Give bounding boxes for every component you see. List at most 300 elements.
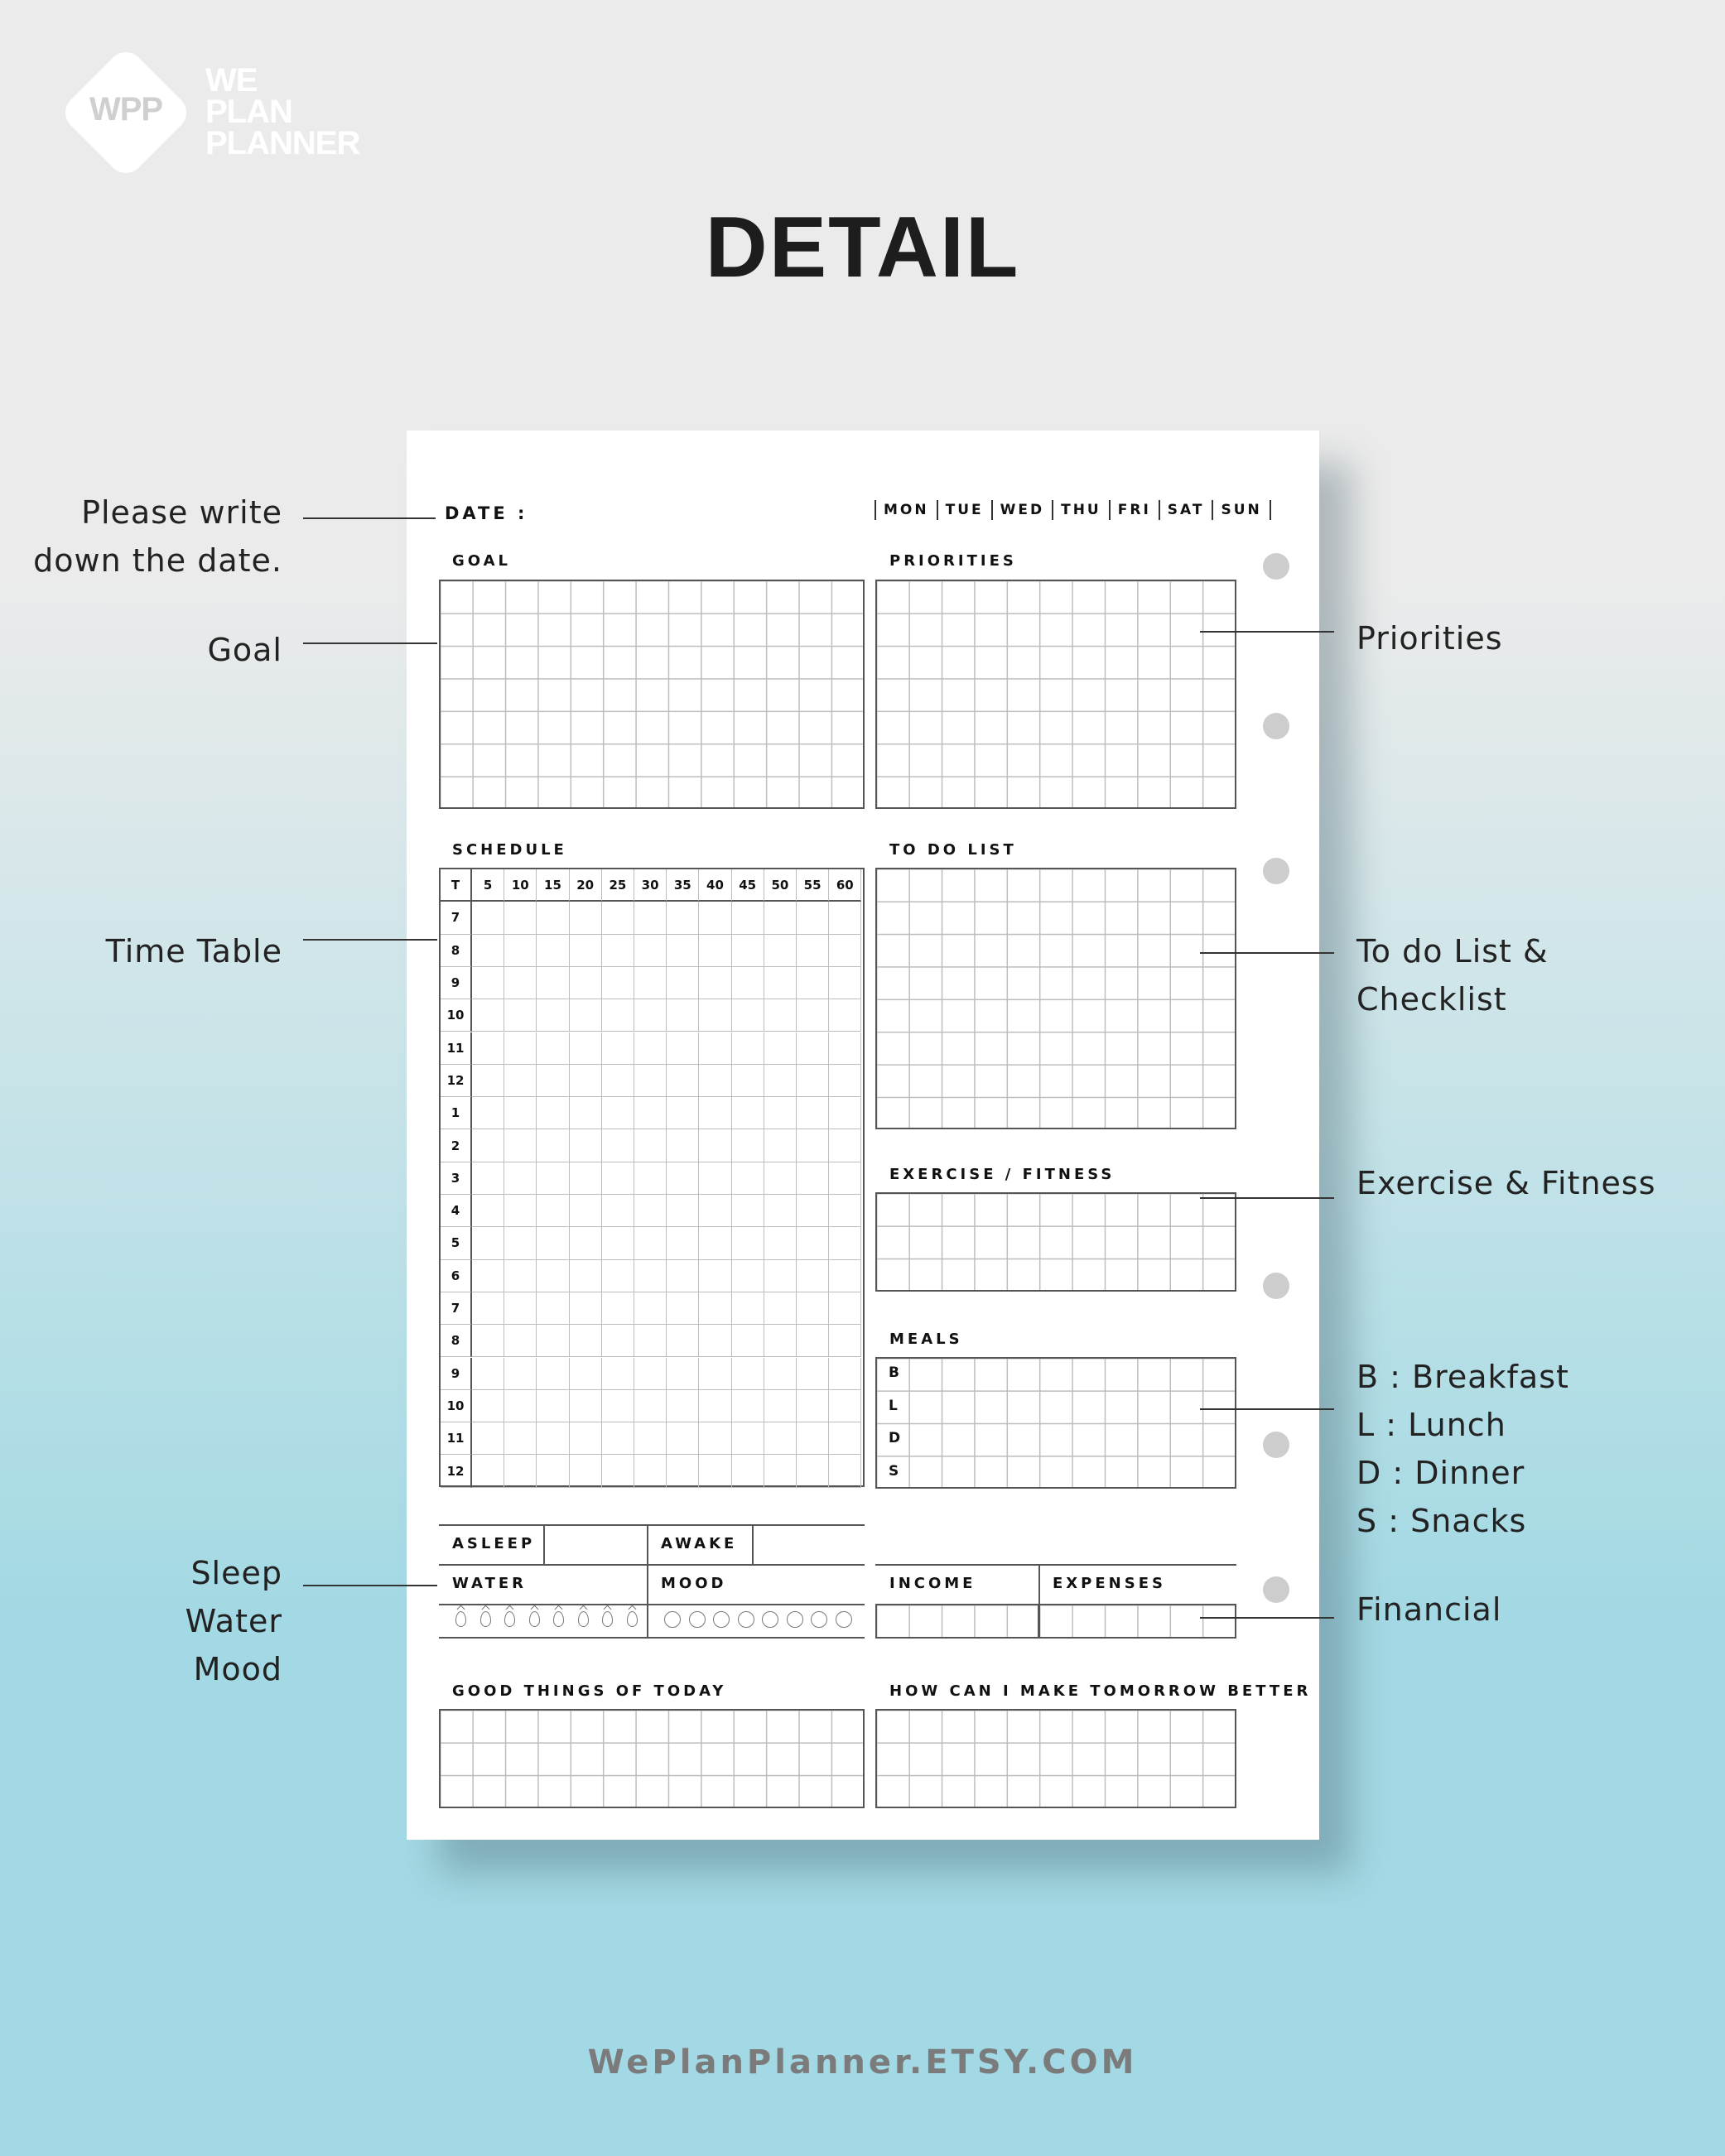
day-wed[interactable]: WED: [991, 500, 1052, 520]
schedule-slot[interactable]: [570, 1065, 602, 1097]
schedule-hour-label: 11: [441, 1422, 472, 1455]
schedule-slot[interactable]: [634, 1260, 667, 1292]
schedule-slot[interactable]: [472, 1455, 504, 1487]
schedule-slot[interactable]: [699, 1358, 731, 1390]
schedule-slot[interactable]: [602, 1097, 634, 1129]
schedule-slot[interactable]: [699, 902, 731, 934]
schedule-hour-label: 9: [441, 1358, 472, 1390]
schedule-slot[interactable]: [797, 1227, 829, 1259]
schedule-slot[interactable]: [797, 1390, 829, 1422]
day-sat[interactable]: SAT: [1159, 500, 1212, 520]
annotation-line: To do List &: [1356, 933, 1549, 970]
schedule-slot[interactable]: [634, 1292, 667, 1325]
meal-snacks-letter: S: [889, 1463, 899, 1480]
schedule-slot[interactable]: [537, 1455, 569, 1487]
schedule-slot[interactable]: [829, 1260, 861, 1292]
schedule-slot[interactable]: [829, 1325, 861, 1357]
schedule-slot[interactable]: [602, 1065, 634, 1097]
schedule-slot[interactable]: [537, 1325, 569, 1357]
mood-circle-icon[interactable]: [836, 1611, 852, 1628]
pointer-line: [1200, 1617, 1334, 1619]
schedule-slot[interactable]: [764, 1292, 797, 1325]
schedule-slot[interactable]: [472, 1195, 504, 1227]
schedule-slot[interactable]: [667, 967, 699, 999]
priorities-grid[interactable]: [875, 580, 1236, 809]
schedule-slot[interactable]: [829, 1227, 861, 1259]
schedule-slot[interactable]: [732, 1325, 764, 1357]
schedule-slot[interactable]: [699, 1455, 731, 1487]
schedule-slot[interactable]: [699, 999, 731, 1032]
schedule-slot[interactable]: [732, 999, 764, 1032]
schedule-slot[interactable]: [634, 1195, 667, 1227]
schedule-slot[interactable]: [699, 1129, 731, 1162]
schedule-slot[interactable]: [797, 1260, 829, 1292]
day-thu[interactable]: THU: [1052, 500, 1109, 520]
schedule-slot[interactable]: [472, 1227, 504, 1259]
schedule-slot[interactable]: [570, 1390, 602, 1422]
schedule-slot[interactable]: [504, 1292, 537, 1325]
pointer-line: [1200, 631, 1334, 633]
schedule-slot[interactable]: [504, 967, 537, 999]
schedule-slot[interactable]: [667, 999, 699, 1032]
divider: [543, 1524, 545, 1564]
schedule-slot[interactable]: [472, 967, 504, 999]
schedule-slot[interactable]: [472, 1032, 504, 1065]
schedule-slot[interactable]: [602, 999, 634, 1032]
schedule-slot[interactable]: [732, 1129, 764, 1162]
schedule-slot[interactable]: [570, 1358, 602, 1390]
schedule-slot[interactable]: [504, 1065, 537, 1097]
schedule-slot[interactable]: [602, 1325, 634, 1357]
schedule-slot[interactable]: [829, 999, 861, 1032]
good-things-grid[interactable]: [439, 1709, 865, 1808]
annotation-timetable: Time Table: [105, 933, 282, 970]
schedule-slot[interactable]: [699, 935, 731, 967]
water-drop-icon[interactable]: [455, 1611, 466, 1627]
schedule-slot[interactable]: [764, 1032, 797, 1065]
schedule-slot[interactable]: [667, 1390, 699, 1422]
schedule-slot[interactable]: [667, 1129, 699, 1162]
schedule-slot[interactable]: [504, 1325, 537, 1357]
annotation-exercise: Exercise & Fitness: [1356, 1165, 1656, 1201]
schedule-slot[interactable]: [504, 1195, 537, 1227]
schedule-slot[interactable]: [537, 1260, 569, 1292]
schedule-slot[interactable]: [504, 1097, 537, 1129]
schedule-hour-label: 3: [441, 1162, 472, 1195]
mood-circle-icon[interactable]: [713, 1611, 730, 1628]
schedule-slot[interactable]: [699, 1390, 731, 1422]
schedule-hour-label: 5: [441, 1227, 472, 1259]
schedule-minute-header: 50: [764, 869, 797, 902]
schedule-slot[interactable]: [732, 1227, 764, 1259]
schedule-slot[interactable]: [634, 935, 667, 967]
schedule-slot[interactable]: [699, 1292, 731, 1325]
schedule-slot[interactable]: [797, 1065, 829, 1097]
schedule-slot[interactable]: [699, 1325, 731, 1357]
schedule-slot[interactable]: [537, 1390, 569, 1422]
asleep-label: ASLEEP: [452, 1535, 536, 1552]
meals-grid[interactable]: [875, 1357, 1236, 1489]
water-label: WATER: [452, 1575, 528, 1592]
schedule-slot[interactable]: [797, 935, 829, 967]
water-drop-icon[interactable]: [504, 1611, 515, 1627]
schedule-minute-header: 45: [732, 869, 764, 902]
schedule-slot[interactable]: [699, 1097, 731, 1129]
schedule-slot[interactable]: [829, 1358, 861, 1390]
schedule-hour-label: 11: [441, 1032, 472, 1065]
schedule-slot[interactable]: [667, 1195, 699, 1227]
schedule-slot[interactable]: [537, 1097, 569, 1129]
goal-label: GOAL: [452, 552, 511, 570]
schedule-slot[interactable]: [829, 1097, 861, 1129]
schedule-slot[interactable]: [634, 1325, 667, 1357]
schedule-slot[interactable]: [797, 999, 829, 1032]
schedule-slot[interactable]: [732, 935, 764, 967]
schedule-slot[interactable]: [764, 1065, 797, 1097]
schedule-slot[interactable]: [472, 1065, 504, 1097]
schedule-slot[interactable]: [504, 1390, 537, 1422]
schedule-slot[interactable]: [829, 1292, 861, 1325]
income-label: INCOME: [889, 1575, 976, 1592]
schedule-slot[interactable]: [764, 902, 797, 934]
schedule-slot[interactable]: [764, 1260, 797, 1292]
schedule-slot[interactable]: [537, 1358, 569, 1390]
schedule-slot[interactable]: [537, 967, 569, 999]
schedule-slot[interactable]: [764, 1358, 797, 1390]
schedule-slot[interactable]: [732, 1065, 764, 1097]
schedule-slot[interactable]: [537, 1032, 569, 1065]
mood-circle-icon[interactable]: [787, 1611, 803, 1628]
schedule-slot[interactable]: [667, 1162, 699, 1195]
schedule-slot[interactable]: [602, 967, 634, 999]
schedule-slot[interactable]: [602, 1260, 634, 1292]
schedule-slot[interactable]: [472, 1325, 504, 1357]
schedule-slot[interactable]: [634, 1422, 667, 1455]
schedule-slot[interactable]: [634, 1390, 667, 1422]
schedule-slot[interactable]: [537, 1129, 569, 1162]
schedule-slot[interactable]: [472, 1129, 504, 1162]
schedule-slot[interactable]: [667, 1260, 699, 1292]
schedule-slot[interactable]: [570, 1162, 602, 1195]
schedule-slot[interactable]: [602, 1390, 634, 1422]
schedule-slot[interactable]: [829, 1390, 861, 1422]
schedule-slot[interactable]: [634, 902, 667, 934]
schedule-slot[interactable]: [667, 1227, 699, 1259]
schedule-slot[interactable]: [472, 1097, 504, 1129]
schedule-slot[interactable]: [472, 902, 504, 934]
schedule-slot[interactable]: [829, 1162, 861, 1195]
logo-word: PLANNER: [205, 125, 360, 161]
schedule-slot[interactable]: [602, 1422, 634, 1455]
schedule-slot[interactable]: [732, 1422, 764, 1455]
schedule-slot[interactable]: [732, 1032, 764, 1065]
schedule-slot[interactable]: [732, 1195, 764, 1227]
annotation-date: [33, 488, 282, 585]
schedule-slot[interactable]: [797, 1129, 829, 1162]
binder-hole-icon: [1263, 1432, 1289, 1458]
schedule-slot[interactable]: [699, 967, 731, 999]
income-grid[interactable]: [875, 1604, 1039, 1639]
mood-circle-icon[interactable]: [664, 1611, 681, 1628]
schedule-slot[interactable]: [797, 1162, 829, 1195]
schedule-slot[interactable]: [829, 1129, 861, 1162]
schedule-slot[interactable]: [732, 902, 764, 934]
annotation-sleep: [186, 1549, 282, 1693]
schedule-slot[interactable]: [602, 935, 634, 967]
schedule-slot[interactable]: [602, 1358, 634, 1390]
schedule-slot[interactable]: [797, 1292, 829, 1325]
schedule-slot[interactable]: [602, 1455, 634, 1487]
schedule-slot[interactable]: [570, 902, 602, 934]
schedule-slot[interactable]: [504, 935, 537, 967]
schedule-slot[interactable]: [667, 902, 699, 934]
schedule-slot[interactable]: [667, 1032, 699, 1065]
schedule-slot[interactable]: [764, 935, 797, 967]
schedule-slot[interactable]: [570, 1227, 602, 1259]
pointer-line: [1200, 1197, 1334, 1199]
schedule-slot[interactable]: [829, 1195, 861, 1227]
schedule-slot[interactable]: [570, 1032, 602, 1065]
schedule-slot[interactable]: [829, 967, 861, 999]
schedule-slot[interactable]: [537, 1195, 569, 1227]
schedule-slot[interactable]: [797, 1455, 829, 1487]
schedule-slot[interactable]: [504, 1227, 537, 1259]
schedule-slot[interactable]: [504, 1260, 537, 1292]
day-fri[interactable]: FRI: [1109, 500, 1159, 520]
schedule-hour-label: 8: [441, 1325, 472, 1357]
todo-label: TO DO LIST: [889, 841, 1017, 859]
mood-circle-icon[interactable]: [762, 1611, 778, 1628]
schedule-slot[interactable]: [602, 1032, 634, 1065]
schedule-slot[interactable]: [504, 1162, 537, 1195]
schedule-slot[interactable]: [537, 1065, 569, 1097]
exercise-grid[interactable]: [875, 1192, 1236, 1292]
schedule-slot[interactable]: [602, 1292, 634, 1325]
schedule-slot[interactable]: [829, 1422, 861, 1455]
schedule-slot[interactable]: [634, 1032, 667, 1065]
schedule-slot[interactable]: [570, 1129, 602, 1162]
schedule-corner: T: [441, 869, 472, 902]
schedule-slot[interactable]: [504, 1032, 537, 1065]
schedule-slot[interactable]: [732, 1292, 764, 1325]
schedule-slot[interactable]: [602, 1195, 634, 1227]
water-drop-icon[interactable]: [553, 1611, 564, 1627]
schedule-slot[interactable]: [699, 1422, 731, 1455]
rule-line: [439, 1637, 865, 1639]
schedule-slot[interactable]: [667, 1292, 699, 1325]
schedule-slot[interactable]: [764, 1422, 797, 1455]
schedule-slot[interactable]: [732, 1097, 764, 1129]
schedule-slot[interactable]: [667, 1325, 699, 1357]
logo-word: WE: [205, 62, 258, 99]
schedule-slot[interactable]: [764, 1195, 797, 1227]
schedule-slot[interactable]: [634, 1129, 667, 1162]
schedule-slot[interactable]: [667, 1455, 699, 1487]
schedule-slot[interactable]: [602, 1129, 634, 1162]
schedule-slot[interactable]: [472, 1358, 504, 1390]
schedule-slot[interactable]: [732, 1390, 764, 1422]
schedule-slot[interactable]: [699, 1032, 731, 1065]
mood-circle-icon[interactable]: [811, 1611, 827, 1628]
schedule-slot[interactable]: [699, 1227, 731, 1259]
schedule-slot[interactable]: [472, 1162, 504, 1195]
tomorrow-grid[interactable]: [875, 1709, 1236, 1808]
schedule-slot[interactable]: [764, 999, 797, 1032]
schedule-slot[interactable]: [570, 1292, 602, 1325]
pointer-line: [1200, 952, 1334, 954]
schedule-slot[interactable]: [764, 1325, 797, 1357]
schedule-slot[interactable]: [570, 1097, 602, 1129]
schedule-slot[interactable]: [472, 935, 504, 967]
schedule-slot[interactable]: [570, 935, 602, 967]
schedule-slot[interactable]: [570, 1195, 602, 1227]
annotation-line: down the date.: [33, 542, 282, 579]
schedule-slot[interactable]: [732, 967, 764, 999]
schedule-slot[interactable]: [667, 935, 699, 967]
schedule-slot[interactable]: [699, 1195, 731, 1227]
footer-url[interactable]: WePlanPlanner.ETSY.COM: [587, 2043, 1138, 2081]
schedule-slot[interactable]: [634, 999, 667, 1032]
schedule-slot[interactable]: [570, 1422, 602, 1455]
schedule-slot[interactable]: [764, 1129, 797, 1162]
schedule-slot[interactable]: [797, 1032, 829, 1065]
schedule-slot[interactable]: [472, 1422, 504, 1455]
schedule-slot[interactable]: [537, 999, 569, 1032]
schedule-slot[interactable]: [797, 967, 829, 999]
schedule-slot[interactable]: [732, 1358, 764, 1390]
schedule-minute-header: 10: [504, 869, 537, 902]
schedule-slot[interactable]: [797, 1325, 829, 1357]
schedule-slot[interactable]: [634, 1162, 667, 1195]
annotation-financial: Financial: [1356, 1591, 1502, 1628]
schedule-minute-header: 35: [667, 869, 699, 902]
schedule-slot[interactable]: [504, 902, 537, 934]
schedule-slot[interactable]: [797, 1097, 829, 1129]
schedule-minute-header: 15: [537, 869, 569, 902]
schedule-slot[interactable]: [504, 1129, 537, 1162]
day-tue[interactable]: TUE: [937, 500, 991, 520]
schedule-slot[interactable]: [472, 999, 504, 1032]
schedule-slot[interactable]: [732, 1260, 764, 1292]
water-drop-icon[interactable]: [578, 1611, 589, 1627]
schedule-slot[interactable]: [667, 1358, 699, 1390]
schedule-hour-label: 12: [441, 1065, 472, 1097]
schedule-slot[interactable]: [537, 935, 569, 967]
schedule-slot[interactable]: [472, 1292, 504, 1325]
goal-grid[interactable]: [439, 580, 865, 809]
schedule-slot[interactable]: [732, 1455, 764, 1487]
schedule-slot[interactable]: [699, 1162, 731, 1195]
binder-hole-icon: [1263, 713, 1289, 739]
logo-word: PLAN: [205, 94, 292, 130]
schedule-slot[interactable]: [797, 1358, 829, 1390]
schedule-slot[interactable]: [504, 1358, 537, 1390]
expenses-grid[interactable]: [1038, 1604, 1236, 1639]
day-mon[interactable]: MON: [875, 500, 937, 520]
schedule-slot[interactable]: [829, 1455, 861, 1487]
schedule-slot[interactable]: [667, 1097, 699, 1129]
schedule-slot[interactable]: [472, 1390, 504, 1422]
todo-grid[interactable]: [875, 868, 1236, 1129]
annotation-line: Checklist: [1356, 981, 1507, 1018]
schedule-slot[interactable]: [570, 1260, 602, 1292]
schedule-table[interactable]: [439, 868, 865, 1487]
schedule-slot[interactable]: [602, 1162, 634, 1195]
schedule-slot[interactable]: [570, 967, 602, 999]
schedule-slot[interactable]: [797, 902, 829, 934]
rule-line: [439, 1604, 865, 1605]
schedule-slot[interactable]: [764, 1097, 797, 1129]
day-sun[interactable]: SUN: [1212, 500, 1270, 520]
meal-lunch-letter: L: [889, 1398, 898, 1414]
schedule-slot[interactable]: [732, 1162, 764, 1195]
schedule-slot[interactable]: [797, 1195, 829, 1227]
schedule-slot[interactable]: [634, 1227, 667, 1259]
water-drop-icon[interactable]: [627, 1611, 638, 1627]
schedule-slot[interactable]: [634, 1455, 667, 1487]
schedule-hour-label: 8: [441, 935, 472, 967]
schedule-slot[interactable]: [764, 1162, 797, 1195]
schedule-slot[interactable]: [667, 1422, 699, 1455]
schedule-slot[interactable]: [764, 1455, 797, 1487]
schedule-slot[interactable]: [699, 1065, 731, 1097]
schedule-slot[interactable]: [537, 1422, 569, 1455]
schedule-hour-label: 10: [441, 1390, 472, 1422]
schedule-slot[interactable]: [537, 902, 569, 934]
schedule-slot[interactable]: [570, 1325, 602, 1357]
schedule-slot[interactable]: [764, 1390, 797, 1422]
schedule-slot[interactable]: [570, 999, 602, 1032]
annotation-meals: [1356, 1353, 1569, 1545]
annotation-line: B : Breakfast: [1356, 1359, 1569, 1395]
water-drop-icon[interactable]: [602, 1611, 613, 1627]
schedule-hour-label: 2: [441, 1129, 472, 1162]
schedule-slot[interactable]: [829, 1065, 861, 1097]
schedule-slot[interactable]: [570, 1455, 602, 1487]
schedule-slot[interactable]: [764, 1227, 797, 1259]
water-drop-icon[interactable]: [529, 1611, 540, 1627]
schedule-slot[interactable]: [537, 1292, 569, 1325]
divider: [752, 1524, 754, 1564]
schedule-slot[interactable]: [829, 935, 861, 967]
schedule-slot[interactable]: [602, 1227, 634, 1259]
schedule-slot[interactable]: [504, 999, 537, 1032]
mood-circle-icon[interactable]: [689, 1611, 706, 1628]
schedule-slot[interactable]: [472, 1260, 504, 1292]
binder-hole-icon: [1263, 858, 1289, 884]
schedule-slot[interactable]: [634, 1358, 667, 1390]
schedule-slot[interactable]: [699, 1260, 731, 1292]
schedule-slot[interactable]: [537, 1162, 569, 1195]
schedule-slot[interactable]: [797, 1422, 829, 1455]
annotation-line: Sleep: [190, 1555, 282, 1591]
schedule-slot[interactable]: [537, 1227, 569, 1259]
schedule-slot[interactable]: [634, 1065, 667, 1097]
schedule-slot[interactable]: [504, 1422, 537, 1455]
mood-circle-icon[interactable]: [738, 1611, 754, 1628]
meals-label: MEALS: [889, 1331, 963, 1348]
schedule-slot[interactable]: [504, 1455, 537, 1487]
schedule-slot[interactable]: [667, 1065, 699, 1097]
annotation-line: Water: [185, 1603, 282, 1639]
schedule-slot[interactable]: [829, 1032, 861, 1065]
schedule-slot[interactable]: [764, 967, 797, 999]
schedule-slot[interactable]: [829, 902, 861, 934]
schedule-slot[interactable]: [634, 1097, 667, 1129]
schedule-slot[interactable]: [602, 902, 634, 934]
water-drop-icon[interactable]: [480, 1611, 491, 1627]
schedule-slot[interactable]: [634, 967, 667, 999]
